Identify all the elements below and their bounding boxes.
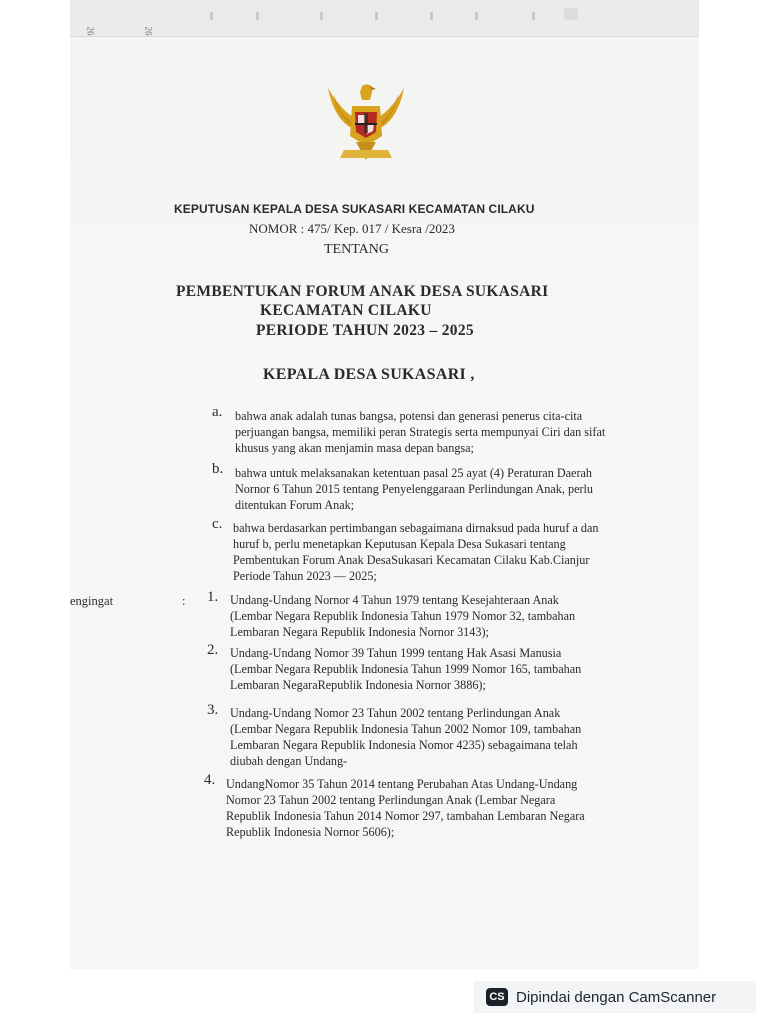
- basis-number: 4.: [204, 772, 216, 788]
- text-line: bahwa anak adalah tunas bangsa, potensi dan generasi penerus cita-cita: [235, 409, 583, 423]
- text-line: Republik Indonesia Nornor 5606);: [226, 825, 395, 839]
- consideration-letter: a.: [212, 404, 223, 420]
- text-line: ditentukan Forum Anak;: [235, 498, 355, 512]
- scanned-document-page: [70, 0, 699, 969]
- basis-number: 1.: [207, 589, 219, 605]
- text-line: bahwa berdasarkan pertimbangan sebagaimana dirnaksud pada huruf a dan: [233, 521, 599, 535]
- strip-page-number-left: 26: [85, 26, 96, 36]
- text-line: (Lembar Negara Republik Indonesia Tahun 1979 Nomor 32, tambahan: [230, 609, 576, 623]
- basis-item-3: [230, 705, 676, 769]
- text-line: Lembaran NegaraRepublik Indonesia Nornor 3886);: [230, 678, 486, 692]
- subject-line-2: KECAMATAN CILAKU: [260, 302, 432, 319]
- watermark-text: Dipindai dengan CamScanner: [516, 988, 717, 1006]
- decree-title: KEPUTUSAN KEPALA DESA SUKASARI KECAMATAN CILAKU: [174, 202, 535, 216]
- text-line: Lembaran Negara Republik Indonesia Nomor 4235) sebagaimana telah: [230, 738, 578, 752]
- text-line: (Lembar Negara Republik Indonesia Tahun 1999 Nomor 165, tambahan: [230, 662, 582, 676]
- text-line: Undang-Undang Nomor 39 Tahun 1999 tentang Hak Asasi Manusia: [230, 646, 562, 660]
- text-line: Pembentukan Forum Anak DesaSukasari Kecamatan Cilaku Kab.Cianjur: [233, 553, 590, 567]
- text-line: huruf b, perlu menetapkan Keputusan Kepala Desa Sukasari tentang: [233, 537, 566, 551]
- strip-mark: [256, 12, 259, 20]
- strip-tab: [564, 8, 578, 20]
- consideration-c: [233, 520, 675, 584]
- decree-number: NOMOR : 475/ Kep. 017 / Kesra /2023: [249, 221, 455, 236]
- text-line: Lembaran Negara Republik Indonesia Nornor 3143);: [230, 625, 489, 639]
- mengingat-colon: :: [182, 594, 186, 608]
- consideration-letter: c.: [212, 516, 223, 532]
- subject-line-3: PERIODE TAHUN 2023 – 2025: [256, 322, 474, 339]
- garuda-pancasila-emblem: [318, 80, 414, 170]
- strip-mark: [430, 12, 433, 20]
- text-line: Republik Indonesia Tahun 2014 Nomor 297, tambahan Lembaran Negara: [226, 809, 585, 823]
- text-line: Periode Tahun 2023 — 2025;: [233, 569, 377, 583]
- basis-item-2: [230, 645, 676, 693]
- basis-item-1: [230, 592, 676, 640]
- underlying-page-strip: [70, 0, 699, 37]
- consideration-b: [235, 465, 675, 513]
- subject-line-1: PEMBENTUKAN FORUM ANAK DESA SUKASARI: [176, 283, 549, 300]
- camscanner-logo-icon: CS: [486, 988, 508, 1006]
- basis-number: 2.: [207, 642, 219, 658]
- consideration-a: [235, 408, 675, 456]
- camscanner-watermark: [474, 981, 756, 1013]
- strip-mark: [532, 12, 535, 20]
- basis-number: 3.: [207, 702, 219, 718]
- text-line: Nomor 23 Tahun 2002 tentang Perlindungan Anak (Lembar Negara: [226, 793, 556, 807]
- strip-page-number-right: 26: [143, 26, 154, 36]
- basis-item-4: [226, 776, 676, 840]
- text-line: UndangNomor 35 Tahun 2014 tentang Perubahan Atas Undang-Undang: [226, 777, 578, 791]
- strip-mark: [210, 12, 213, 20]
- text-line: (Lembar Negara Republik Indonesia Tahun 2002 Nomor 109, tambahan: [230, 722, 582, 736]
- text-line: bahwa untuk melaksanakan ketentuan pasal 25 ayat (4) Peraturan Daerah: [235, 466, 593, 480]
- consideration-letter: b.: [212, 461, 224, 477]
- text-line: khusus yang akan menjamin masa depan bangsa;: [235, 441, 474, 455]
- strip-mark: [375, 12, 378, 20]
- strip-mark: [475, 12, 478, 20]
- tentang-label: TENTANG: [324, 242, 389, 257]
- text-line: Undang-Undang Nornor 4 Tahun 1979 tentang Kesejahteraan Anak: [230, 593, 559, 607]
- text-line: diubah dengan Undang-: [230, 754, 348, 768]
- text-line: perjuangan bangsa, memiliki peran Strategis serta mempunyai Ciri dan sifat: [235, 425, 606, 439]
- issuer-heading: KEPALA DESA SUKASARI ,: [263, 366, 475, 383]
- mengingat-label: engingat: [70, 594, 114, 608]
- text-line: Nornor 6 Tahun 2015 tentang Penyelenggaraan Perlindungan Anak, perlu: [235, 482, 594, 496]
- text-line: Undang-Undang Nomor 23 Tahun 2002 tentang Perlindungan Anak: [230, 706, 561, 720]
- strip-mark: [320, 12, 323, 20]
